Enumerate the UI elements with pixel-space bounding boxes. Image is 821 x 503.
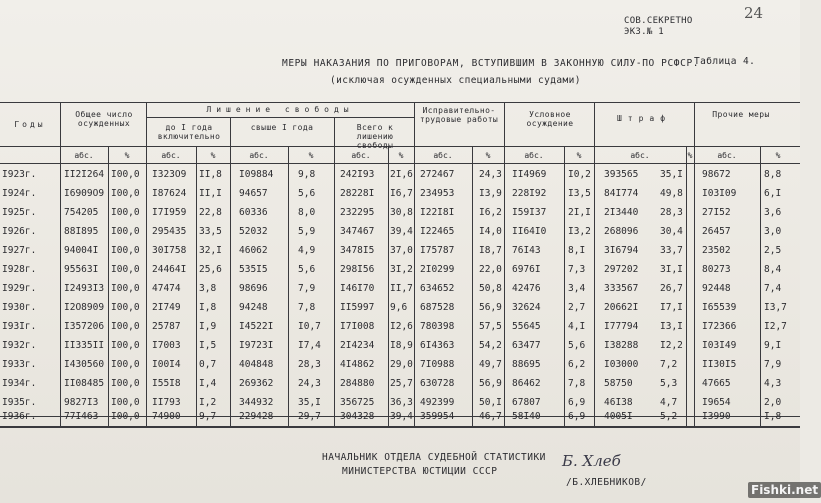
cell-fine-pct: 49,8: [660, 188, 683, 199]
cell-total-pct: I00,0: [111, 302, 140, 313]
cell-other: 47665: [702, 378, 731, 389]
cell-year: I935г.: [2, 397, 37, 408]
cell-year: I933г.: [2, 359, 37, 370]
cell-year: I93Iг.: [2, 321, 37, 332]
cell-itr-pct: I6,2: [479, 207, 502, 218]
cell-all-pct: 3I,2: [390, 264, 413, 275]
cell-cond-pct: 6,9: [568, 411, 586, 422]
cell-fine-pct: 26,7: [660, 283, 683, 294]
cell-fine: I03000: [604, 359, 639, 370]
cell-over1: 94657: [239, 188, 268, 199]
cell-other-pct: 3,6: [764, 207, 782, 218]
cell-other: I03I49: [702, 340, 737, 351]
cell-total: 754205: [64, 207, 99, 218]
header-conditional: Условное осуждение: [526, 110, 574, 128]
cell-other: 27I52: [702, 207, 731, 218]
cell-up1: I55I8: [152, 378, 181, 389]
sub-pct: %: [124, 151, 130, 160]
cell-fine: 3I6794: [604, 245, 639, 256]
cell-cond-pct: 8,I: [568, 245, 586, 256]
cell-cond: 55645: [512, 321, 541, 332]
cell-itr-pct: 22,0: [479, 264, 502, 275]
sub-abs: абс.: [524, 151, 544, 160]
cell-total-pct: I00,0: [111, 169, 140, 180]
cell-cond-pct: 6,9: [568, 397, 586, 408]
cell-itr: I22465: [420, 226, 455, 237]
cell-cond-pct: 6,2: [568, 359, 586, 370]
cell-up1: 295435: [152, 226, 187, 237]
cell-itr: 234953: [420, 188, 455, 199]
cell-total-pct: I00,0: [111, 359, 140, 370]
sub-pct: %: [210, 151, 216, 160]
footer-title-line-1: НАЧАЛЬНИК ОТДЕЛА СУДЕБНОЙ СТАТИСТИКИ: [322, 452, 546, 463]
cell-cond-pct: 7,8: [568, 378, 586, 389]
cell-other: 23502: [702, 245, 731, 256]
cell-over1-pct: 5,6: [298, 188, 316, 199]
cell-other: 26457: [702, 226, 731, 237]
cell-all-pct: 37,0: [390, 245, 413, 256]
cell-other-pct: 8,8: [764, 169, 782, 180]
cell-fine-pct: I7,I: [660, 302, 683, 313]
cell-up1-pct: I,4: [199, 378, 217, 389]
cell-up1: 2I749: [152, 302, 181, 313]
cell-all: 356725: [340, 397, 375, 408]
cell-total: 77I463: [64, 411, 99, 422]
cell-other: I65539: [702, 302, 737, 313]
cell-cond-pct: I3,5: [568, 188, 591, 199]
cell-total-pct: I00,0: [111, 411, 140, 422]
cell-other: I72366: [702, 321, 737, 332]
cell-total-pct: I00,0: [111, 188, 140, 199]
header-deprivation: Лишение свободы: [206, 105, 354, 114]
header-years: Годы: [14, 120, 46, 129]
cell-other: I03I09: [702, 188, 737, 199]
cell-over1-pct: I0,7: [298, 321, 321, 332]
cell-itr-pct: 49,7: [479, 359, 502, 370]
cell-all-pct: I8,9: [390, 340, 413, 351]
cell-fine: I77794: [604, 321, 639, 332]
sub-pct: %: [576, 151, 582, 160]
cell-itr: I75787: [420, 245, 455, 256]
header-fine: Штраф: [616, 114, 672, 123]
sub-abs: абс.: [630, 151, 650, 160]
footer-title-line-2: МИНИСТЕРСТВА ЮСТИЦИИ СССР: [342, 466, 498, 477]
cell-year: I923г.: [2, 169, 37, 180]
cell-cond-pct: 2I,I: [568, 207, 591, 218]
cell-cond: 228I92: [512, 188, 547, 199]
cell-itr: 780398: [420, 321, 455, 332]
cell-fine-pct: 4,7: [660, 397, 678, 408]
cell-itr: 492399: [420, 397, 455, 408]
cell-all: 2I4234: [340, 340, 375, 351]
document-subtitle: (исключая осужденных специальными судами): [330, 75, 581, 86]
cell-all-pct: I6,7: [390, 188, 413, 199]
cell-over1: I4522I: [239, 321, 274, 332]
header-other: Прочие меры: [712, 110, 770, 119]
cell-total: I357206: [64, 321, 105, 332]
cell-total: I2493I3: [64, 283, 105, 294]
cell-itr: 359954: [420, 411, 455, 422]
cell-all: 242I93: [340, 169, 375, 180]
cell-over1: 52032: [239, 226, 268, 237]
cell-cond: 86462: [512, 378, 541, 389]
cell-itr: 272467: [420, 169, 455, 180]
cell-up1-pct: 9,7: [199, 411, 217, 422]
cell-over1-pct: 35,I: [298, 397, 321, 408]
cell-fine-pct: 5,3: [660, 378, 678, 389]
cell-total: 88I895: [64, 226, 99, 237]
cell-up1: I00I4: [152, 359, 181, 370]
cell-all: 304328: [340, 411, 375, 422]
cell-total: 94004I: [64, 245, 99, 256]
cell-over1: 229428: [239, 411, 274, 422]
sub-pct: %: [775, 151, 781, 160]
cell-fine-pct: 33,7: [660, 245, 683, 256]
cell-up1-pct: I,8: [199, 302, 217, 313]
table-label: Таблица 4.: [694, 56, 756, 67]
cell-total: I6909O9: [64, 188, 105, 199]
cell-up1: 47474: [152, 283, 181, 294]
cell-itr-pct: 56,9: [479, 302, 502, 313]
cell-cond: 76I43: [512, 245, 541, 256]
cell-itr: 7I0988: [420, 359, 455, 370]
cell-up1: 25787: [152, 321, 181, 332]
cell-fine: 4005I: [604, 411, 633, 422]
sub-pct: %: [485, 151, 491, 160]
cell-up1-pct: 22,8: [199, 207, 222, 218]
cell-over1-pct: 5,6: [298, 264, 316, 275]
cell-all-pct: 36,3: [390, 397, 413, 408]
cell-fine: 20662I: [604, 302, 639, 313]
sub-abs: абс.: [249, 151, 269, 160]
cell-other-pct: I2,7: [764, 321, 787, 332]
cell-cond: 67807: [512, 397, 541, 408]
cell-total-pct: I00,0: [111, 378, 140, 389]
cell-total: 9827I3: [64, 397, 99, 408]
cell-up1-pct: I,9: [199, 321, 217, 332]
cell-other: 98672: [702, 169, 731, 180]
cell-other-pct: 2,5: [764, 245, 782, 256]
cell-total: 95563I: [64, 264, 99, 275]
cell-other: II30I5: [702, 359, 737, 370]
cell-up1-pct: II,I: [199, 188, 222, 199]
cell-over1-pct: 24,3: [298, 378, 321, 389]
cell-cond-pct: I3,2: [568, 226, 591, 237]
cell-over1: 46062: [239, 245, 268, 256]
cell-year: I936г.: [2, 411, 37, 422]
signature: Б. Хлеб: [562, 452, 621, 470]
cell-over1: 535I5: [239, 264, 268, 275]
cell-total: II08485: [64, 378, 105, 389]
cell-itr: I22I8I: [420, 207, 455, 218]
cell-all: I7I008: [340, 321, 375, 332]
cell-itr-pct: 57,5: [479, 321, 502, 332]
cell-fine: 268096: [604, 226, 639, 237]
cell-fine-pct: 3I,I: [660, 264, 683, 275]
cell-up1: I323O9: [152, 169, 187, 180]
cell-other-pct: 2,0: [764, 397, 782, 408]
cell-other-pct: 9,I: [764, 340, 782, 351]
cell-itr-pct: 50,8: [479, 283, 502, 294]
cell-cond: II64I0: [512, 226, 547, 237]
cell-up1-pct: 3,8: [199, 283, 217, 294]
cell-itr-pct: 56,9: [479, 378, 502, 389]
signer-name: /Б.ХЛЕБНИКОВ/: [566, 477, 647, 488]
cell-other: 92448: [702, 283, 731, 294]
cell-fine-pct: I2,2: [660, 340, 683, 351]
cell-fine: 58750: [604, 378, 633, 389]
cell-over1: 269362: [239, 378, 274, 389]
cell-up1-pct: 25,6: [199, 264, 222, 275]
cell-itr: 6I4363: [420, 340, 455, 351]
secrecy-stamp: [624, 16, 693, 38]
cell-cond: 58I40: [512, 411, 541, 422]
sub-abs: абс.: [161, 151, 181, 160]
cell-up1: 74900: [152, 411, 181, 422]
cell-year: I932г.: [2, 340, 37, 351]
cell-total-pct: I00,0: [111, 397, 140, 408]
cell-over1: 404848: [239, 359, 274, 370]
cell-all: 284880: [340, 378, 375, 389]
cell-fine-pct: 28,3: [660, 207, 683, 218]
cell-total-pct: I00,0: [111, 340, 140, 351]
cell-cond: I59I37: [512, 207, 547, 218]
cell-total-pct: I00,0: [111, 226, 140, 237]
cell-cond-pct: 2,7: [568, 302, 586, 313]
cell-other: I3990: [702, 411, 731, 422]
cell-over1: I09884: [239, 169, 274, 180]
sub-pct: %: [687, 151, 693, 160]
cell-over1-pct: 28,3: [298, 359, 321, 370]
cell-other: I9654: [702, 397, 731, 408]
cell-up1: I87624: [152, 188, 187, 199]
cell-fine-pct: 7,2: [660, 359, 678, 370]
cell-fine: 333567: [604, 283, 639, 294]
cell-up1: 30I758: [152, 245, 187, 256]
cell-over1-pct: 8,0: [298, 207, 316, 218]
cell-fine: 2I3440: [604, 207, 639, 218]
cell-year: I934г.: [2, 378, 37, 389]
cell-all-pct: 2I,6: [390, 169, 413, 180]
cell-cond: 63477: [512, 340, 541, 351]
cell-other-pct: 7,9: [764, 359, 782, 370]
sub-abs: абс.: [74, 151, 94, 160]
watermark: Fishki.net: [748, 482, 821, 498]
cell-cond-pct: 7,3: [568, 264, 586, 275]
cell-up1-pct: I,5: [199, 340, 217, 351]
cell-itr: 630728: [420, 378, 455, 389]
cell-over1-pct: 7,9: [298, 283, 316, 294]
header-total: Общее число осужденных: [75, 110, 133, 128]
cell-up1: II793: [152, 397, 181, 408]
cell-all: II5997: [340, 302, 375, 313]
cell-itr-pct: I4,0: [479, 226, 502, 237]
sub-abs: абс.: [351, 151, 371, 160]
cell-cond: 42476: [512, 283, 541, 294]
cell-itr-pct: 46,7: [479, 411, 502, 422]
cell-itr-pct: I3,9: [479, 188, 502, 199]
cell-all-pct: 9,6: [390, 302, 408, 313]
cell-other-pct: 7,4: [764, 283, 782, 294]
cell-over1-pct: 7,8: [298, 302, 316, 313]
cell-year: I927г.: [2, 245, 37, 256]
sub-abs: абс.: [717, 151, 737, 160]
cell-up1-pct: 32,I: [199, 245, 222, 256]
cell-fine-pct: 5,2: [660, 411, 678, 422]
cell-cond-pct: I0,2: [568, 169, 591, 180]
cell-fine: 393565: [604, 169, 639, 180]
cell-over1-pct: 29,7: [298, 411, 321, 422]
cell-up1: 24464I: [152, 264, 187, 275]
cell-all: I46I70: [340, 283, 375, 294]
cell-all-pct: 39,4: [390, 411, 413, 422]
cell-all: 28228I: [340, 188, 375, 199]
cell-up1-pct: II,8: [199, 169, 222, 180]
cell-other-pct: 4,3: [764, 378, 782, 389]
cell-other-pct: 3,0: [764, 226, 782, 237]
cell-total: II2I264: [64, 169, 105, 180]
cell-itr: 2I0299: [420, 264, 455, 275]
sub-pct: %: [398, 151, 404, 160]
cell-cond: 32624: [512, 302, 541, 313]
cell-over1: 60336: [239, 207, 268, 218]
cell-year: I924г.: [2, 188, 37, 199]
page-number: 24: [744, 4, 764, 22]
cell-year: I928г.: [2, 264, 37, 275]
cell-over1: 94248: [239, 302, 268, 313]
cell-itr: 687528: [420, 302, 455, 313]
cell-total: I2O8909: [64, 302, 105, 313]
cell-other-pct: 8,4: [764, 264, 782, 275]
cell-total-pct: I00,0: [111, 283, 140, 294]
cell-over1-pct: 9,8: [298, 169, 316, 180]
cell-fine: 46I38: [604, 397, 633, 408]
cell-total-pct: I00,0: [111, 207, 140, 218]
cell-cond-pct: 5,6: [568, 340, 586, 351]
sub-pct: %: [308, 151, 314, 160]
cell-over1-pct: I7,4: [298, 340, 321, 351]
cell-cond: 88695: [512, 359, 541, 370]
cell-over1: I9723I: [239, 340, 274, 351]
cell-itr-pct: 54,2: [479, 340, 502, 351]
header-correctional-labor: Исправительно-трудовые работы: [419, 106, 499, 124]
cell-year: I925г.: [2, 207, 37, 218]
cell-fine: 297202: [604, 264, 639, 275]
cell-year: I926г.: [2, 226, 37, 237]
cell-up1: I7003: [152, 340, 181, 351]
cell-fine-pct: I3,I: [660, 321, 683, 332]
cell-fine-pct: 35,I: [660, 169, 683, 180]
cell-total-pct: I00,0: [111, 245, 140, 256]
cell-year: I929г.: [2, 283, 37, 294]
cell-all-pct: 29,0: [390, 359, 413, 370]
cell-all: 298I56: [340, 264, 375, 275]
cell-cond: II4969: [512, 169, 547, 180]
cell-cond: 6976I: [512, 264, 541, 275]
cell-all-pct: I2,6: [390, 321, 413, 332]
cell-fine: I38288: [604, 340, 639, 351]
statistics-table: [0, 102, 800, 430]
cell-up1: I7I959: [152, 207, 187, 218]
document-title: МЕРЫ НАКАЗАНИЯ ПО ПРИГОВОРАМ, ВСТУПИВШИМ В ЗАКОННУЮ СИЛУ-ПО РСФСР.: [282, 58, 700, 69]
cell-itr-pct: 50,I: [479, 397, 502, 408]
cell-over1: 344932: [239, 397, 274, 408]
cell-over1: 98696: [239, 283, 268, 294]
cell-total: I430560: [64, 359, 105, 370]
cell-all: 3478I5: [340, 245, 375, 256]
cell-total: II335II: [64, 340, 105, 351]
cell-all-pct: II,7: [390, 283, 413, 294]
cell-other-pct: I,8: [764, 411, 782, 422]
cell-itr: 634652: [420, 283, 455, 294]
cell-over1-pct: 4,9: [298, 245, 316, 256]
cell-all-pct: 39,4: [390, 226, 413, 237]
cell-cond-pct: 4,I: [568, 321, 586, 332]
cell-all: 232295: [340, 207, 375, 218]
cell-cond-pct: 3,4: [568, 283, 586, 294]
cell-over1-pct: 5,9: [298, 226, 316, 237]
cell-up1-pct: 33,5: [199, 226, 222, 237]
header-all-deprivation: Всего к лишению свободы: [356, 123, 394, 150]
cell-itr-pct: 24,3: [479, 169, 502, 180]
cell-other-pct: I3,7: [764, 302, 787, 313]
cell-total-pct: I00,0: [111, 264, 140, 275]
stamp-line-1: СОВ.СЕКРЕТНО: [624, 16, 693, 26]
cell-up1-pct: I,2: [199, 397, 217, 408]
cell-up1-pct: 0,7: [199, 359, 217, 370]
header-over-1-year: свыше I года: [250, 123, 314, 132]
cell-all-pct: 25,7: [390, 378, 413, 389]
cell-all: 4I4862: [340, 359, 375, 370]
cell-total-pct: I00,0: [111, 321, 140, 332]
cell-other-pct: 6,I: [764, 188, 782, 199]
cell-year: I930г.: [2, 302, 37, 313]
sub-abs: абс.: [433, 151, 453, 160]
cell-other: 80273: [702, 264, 731, 275]
cell-fine-pct: 30,4: [660, 226, 683, 237]
cell-fine: 84I774: [604, 188, 639, 199]
cell-all: 347467: [340, 226, 375, 237]
cell-all-pct: 30,8: [390, 207, 413, 218]
header-up-to-1-year: до I года включительно: [157, 123, 221, 141]
cell-itr-pct: I8,7: [479, 245, 502, 256]
stamp-line-2: ЭКЗ.№ 1: [624, 27, 665, 37]
